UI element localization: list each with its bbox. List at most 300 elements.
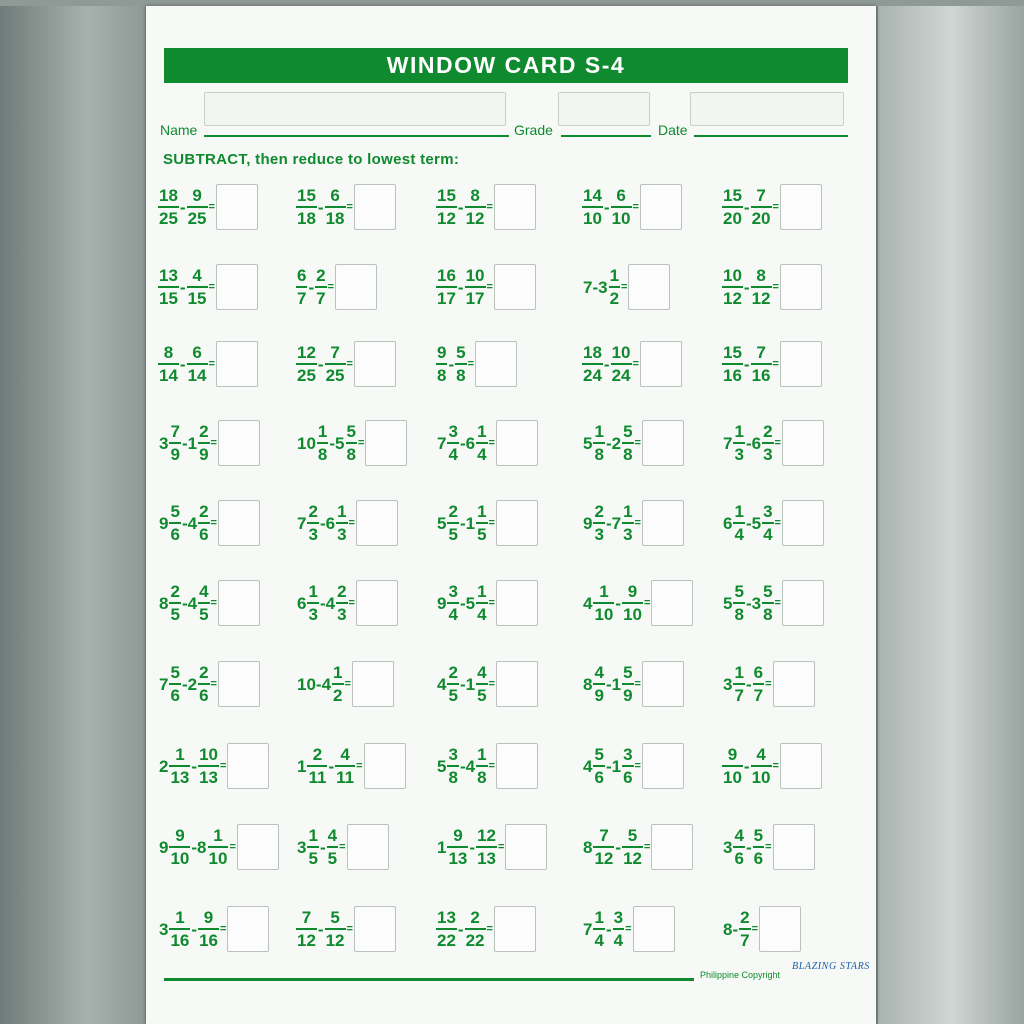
denominator: 5 [308,849,318,868]
fraction-bar [733,442,744,444]
numerator: 10 [465,266,485,285]
fraction [751,187,772,227]
denominator: 14 [159,366,178,385]
fraction [476,827,497,867]
expression-text: 4 [583,593,593,613]
answer-window[interactable] [773,824,815,870]
answer-window[interactable] [347,824,389,870]
denominator: 12 [437,209,456,228]
numerator: 9 [727,745,738,764]
fraction-bar [611,206,632,208]
fraction [622,827,643,867]
expression-text: 8 [159,593,169,613]
equals-sign: = [772,357,779,370]
fraction-bar [296,928,317,930]
denominator: 24 [611,366,631,385]
expression-text: -1 [459,513,476,533]
fraction-bar [208,846,229,848]
fraction-bar [327,846,338,848]
answer-window[interactable] [335,264,377,310]
expression-text: -7 [605,513,622,533]
equals-sign: = [344,677,351,690]
expression-text: - [179,354,186,374]
fraction-bar [762,522,773,524]
denominator: 25 [325,366,345,385]
equals-sign: = [643,596,651,609]
expression-text: 3 [297,837,307,857]
numerator: 4 [327,826,338,845]
answer-window[interactable] [642,661,684,707]
equals-sign: = [219,922,227,935]
problem [582,264,670,310]
equals-sign: = [346,200,353,213]
fraction [447,664,458,704]
problem [722,824,815,870]
fraction-bar [346,442,357,444]
expression-text: 7 [159,674,169,694]
fraction-bar [593,846,614,848]
answer-window[interactable] [216,264,258,310]
answer-window[interactable] [496,580,538,626]
denominator: 7 [753,686,764,705]
expression-text: 9 [159,513,169,533]
fraction-bar [613,928,624,930]
fraction [733,583,744,623]
fraction [187,187,208,227]
denominator: 2 [609,289,620,308]
fraction [187,267,208,307]
answer-window[interactable] [640,184,682,230]
expression-text: 10-4 [297,674,332,694]
numerator: 8 [470,186,480,205]
numerator: 1 [599,582,609,601]
denominator: 12 [465,209,485,228]
answer-window[interactable] [218,661,260,707]
numerator: 8 [756,266,766,285]
brand-logo: BLAZING STARS [792,961,870,972]
numerator: 1 [594,422,604,441]
equals-sign: = [488,516,495,529]
problem [722,743,822,789]
fraction-bar [622,522,633,524]
numerator: 1 [623,502,633,521]
fraction-bar [198,522,209,524]
numerator: 2 [470,908,480,927]
answer-window[interactable] [651,824,693,870]
expression-text: 7-3 [583,277,608,297]
numerator: 5 [623,422,633,441]
answer-window[interactable] [494,906,536,952]
answer-window[interactable] [356,580,398,626]
numerator: 1 [213,826,223,845]
equals-sign: = [348,516,355,529]
grade-label: Grade [514,122,553,138]
answer-window[interactable] [227,743,269,789]
fraction [169,583,180,623]
denominator: 8 [346,445,356,464]
problem [158,661,260,707]
fraction [476,746,487,786]
fraction-bar [593,602,614,604]
answer-window[interactable] [496,743,538,789]
numerator: 10 [611,343,631,362]
numerator: 16 [437,266,456,285]
expression-text: - [615,837,622,857]
problem [158,420,260,466]
fraction-bar [447,765,458,767]
expression-text: 1 [297,756,307,776]
date-label: Date [658,122,688,138]
expression-text: -8 [191,837,207,857]
problem [436,184,536,230]
fraction [751,344,772,384]
date-field[interactable] [690,92,844,126]
expression-text: - [191,756,198,776]
grade-field[interactable] [558,92,650,126]
equals-sign: = [625,922,632,935]
fraction-bar [582,206,603,208]
denominator: 3 [623,525,633,544]
expression-text: - [457,277,464,297]
problem [582,824,693,870]
expression-text: - [179,197,186,217]
expression-text: 7 [297,513,307,533]
denominator: 16 [751,366,771,385]
fraction-bar [733,683,744,685]
answer-window[interactable] [782,580,824,626]
problem [158,743,269,789]
fraction-bar [611,363,632,365]
answer-window[interactable] [354,341,396,387]
numerator: 1 [308,582,318,601]
fraction [722,746,743,786]
fraction [317,423,328,463]
numerator: 4 [756,745,766,764]
expression-text: - [745,674,752,694]
answer-window[interactable] [216,341,258,387]
equals-sign: = [621,280,628,293]
answer-window[interactable] [782,420,824,466]
denominator: 10 [208,849,228,868]
fraction-bar [751,206,772,208]
fraction [332,664,343,704]
fraction-bar [722,765,743,767]
answer-window[interactable] [628,264,670,310]
fraction [436,909,457,949]
numerator: 9 [453,826,463,845]
equals-sign: = [488,436,495,449]
equals-sign: = [357,436,365,449]
fraction-bar [436,928,457,930]
fraction [169,503,180,543]
denominator: 13 [199,768,218,787]
fraction-bar [436,206,457,208]
fraction [465,267,486,307]
fraction [169,423,180,463]
expression-text: 1 [437,837,447,857]
denominator: 7 [734,686,744,705]
fraction [436,187,457,227]
expression-text: -6 [459,433,476,453]
fraction [593,583,614,623]
expression-text: 4 [437,674,447,694]
numerator: 12 [297,343,316,362]
problem [158,264,258,310]
expression-text: 9 [437,593,447,613]
equals-sign: = [467,357,475,370]
equals-sign: = [339,840,346,853]
fraction [436,344,447,384]
answer-window[interactable] [364,743,406,789]
problem [582,420,684,466]
fraction [158,344,179,384]
fraction-bar [169,928,190,930]
fraction-bar [447,846,468,848]
numerator: 3 [613,908,624,927]
equals-sign: = [632,357,639,370]
expression-text: 8- [723,919,739,939]
fraction-bar [158,206,179,208]
equals-sign: = [774,436,781,449]
denominator: 15 [187,289,207,308]
expression-text: - [457,919,464,939]
answer-window[interactable] [496,661,538,707]
equals-sign: = [346,357,353,370]
fraction-bar [476,602,487,604]
denominator: 8 [763,605,773,624]
denominator: 18 [297,209,316,228]
denominator: 4 [734,525,744,544]
numerator: 2 [199,502,209,521]
problem [722,341,822,387]
denominator: 3 [308,605,318,624]
denominator: 6 [199,686,209,705]
fraction [307,827,318,867]
fraction-bar [307,602,318,604]
answer-window[interactable] [475,341,517,387]
date-underline [694,135,848,137]
answer-window[interactable] [218,500,260,546]
denominator: 20 [723,209,742,228]
answer-window[interactable] [780,743,822,789]
expression-text: 4 [583,756,593,776]
fraction-bar [325,206,346,208]
expression-text: 5 [723,593,733,613]
answer-window[interactable] [227,906,269,952]
fraction-bar [593,765,604,767]
answer-window[interactable] [642,500,684,546]
denominator: 9 [594,686,604,705]
fraction-bar [296,286,307,288]
answer-window[interactable] [218,420,260,466]
numerator: 9 [175,826,185,845]
numerator: 3 [448,745,458,764]
problem [722,580,824,626]
numerator: 7 [756,186,766,205]
numerator: 14 [583,186,602,205]
fraction [198,909,219,949]
expression-text: -4 [459,756,476,776]
answer-window[interactable] [642,743,684,789]
numerator: 2 [594,502,604,521]
fraction [722,344,743,384]
fraction [613,909,624,949]
fraction-bar [169,765,190,767]
expression-text: -4 [319,593,336,613]
answer-window[interactable] [237,824,279,870]
answer-window[interactable] [651,580,693,626]
fraction [611,187,632,227]
problem [296,743,406,789]
fraction [315,267,326,307]
numerator: 7 [756,343,766,362]
numerator: 2 [316,266,326,285]
fraction [593,423,604,463]
numerator: 15 [723,343,742,362]
denominator: 3 [594,525,604,544]
answer-window[interactable] [365,420,407,466]
expression-text: -6 [745,433,762,453]
answer-window[interactable] [780,341,822,387]
fraction [593,664,604,704]
equals-sign: = [772,759,779,772]
fraction-bar [593,442,604,444]
problem [582,743,684,789]
numerator: 18 [583,343,602,362]
problem [158,341,258,387]
name-field[interactable] [204,92,506,126]
fraction [447,583,458,623]
expression-text: - [603,354,610,374]
denominator: 11 [336,768,355,787]
answer-window[interactable] [216,184,258,230]
denominator: 8 [437,366,447,385]
equals-sign: = [356,759,363,772]
answer-window[interactable] [354,906,396,952]
name-underline [204,135,509,137]
numerator: 1 [333,663,343,682]
denominator: 10 [623,605,642,624]
numerator: 6 [330,186,340,205]
answer-window[interactable] [782,500,824,546]
denominator: 20 [751,209,771,228]
answer-window[interactable] [773,661,815,707]
fraction [327,827,338,867]
fraction-bar [158,286,179,288]
expression-text: - [448,354,455,374]
problem [296,420,407,466]
expression-text: 10 [297,433,316,453]
numerator: 18 [159,186,178,205]
answer-window[interactable] [780,264,822,310]
answer-window[interactable] [633,906,675,952]
answer-window[interactable] [352,661,394,707]
equals-sign: = [634,759,641,772]
answer-window[interactable] [780,184,822,230]
fraction-bar [447,442,458,444]
numerator: 2 [448,663,458,682]
numerator: 5 [627,826,638,845]
fraction-bar [198,765,219,767]
numerator: 4 [192,266,202,285]
numerator: 1 [477,422,487,441]
problem [436,824,547,870]
numerator: 15 [297,186,316,205]
fraction [169,827,190,867]
numerator: 5 [594,745,604,764]
fraction-bar [169,846,190,848]
answer-window[interactable] [496,420,538,466]
equals-sign: = [219,759,227,772]
denominator: 6 [170,686,180,705]
answer-window[interactable] [494,264,536,310]
denominator: 6 [753,849,764,868]
expression-text: -1 [181,433,198,453]
fraction [582,187,603,227]
expression-text: -5 [745,513,762,533]
fraction [307,503,318,543]
answer-window[interactable] [218,580,260,626]
equals-sign: = [486,922,493,935]
fraction-bar [307,765,327,767]
fraction [158,187,179,227]
equals-sign: = [327,280,335,293]
answer-window[interactable] [759,906,801,952]
numerator: 5 [170,502,180,521]
fraction-bar [722,363,743,365]
expression-text: - [191,919,198,939]
problem [296,184,396,230]
problem [436,743,538,789]
fraction [593,503,604,543]
expression-text: 7 [723,433,733,453]
numerator: 6 [616,186,626,205]
equals-sign: = [210,596,217,609]
expression-text: -1 [459,674,476,694]
answer-window[interactable] [496,500,538,546]
answer-window[interactable] [356,500,398,546]
denominator: 4 [477,605,487,624]
problem [296,661,394,707]
denominator: 9 [199,445,209,464]
answer-window[interactable] [505,824,547,870]
denominator: 10 [723,768,742,787]
problem [158,906,269,952]
numerator: 2 [199,422,209,441]
fraction-bar [447,522,458,524]
answer-window[interactable] [642,420,684,466]
answer-window[interactable] [494,184,536,230]
problem [296,824,389,870]
fraction [622,423,633,463]
denominator: 6 [199,525,209,544]
answer-window[interactable] [640,341,682,387]
denominator: 13 [448,849,468,868]
denominator: 7 [740,931,750,950]
expression-text: -5 [459,593,476,613]
fraction [753,664,764,704]
answer-window[interactable] [354,184,396,230]
expression-text: 6 [297,593,307,613]
fraction-bar [733,602,744,604]
problem [436,500,538,546]
fraction [751,267,772,307]
fraction [739,909,750,949]
fraction-bar [447,683,458,685]
expression-text: 8 [583,837,593,857]
denominator: 22 [437,931,456,950]
equals-sign: = [751,922,759,935]
